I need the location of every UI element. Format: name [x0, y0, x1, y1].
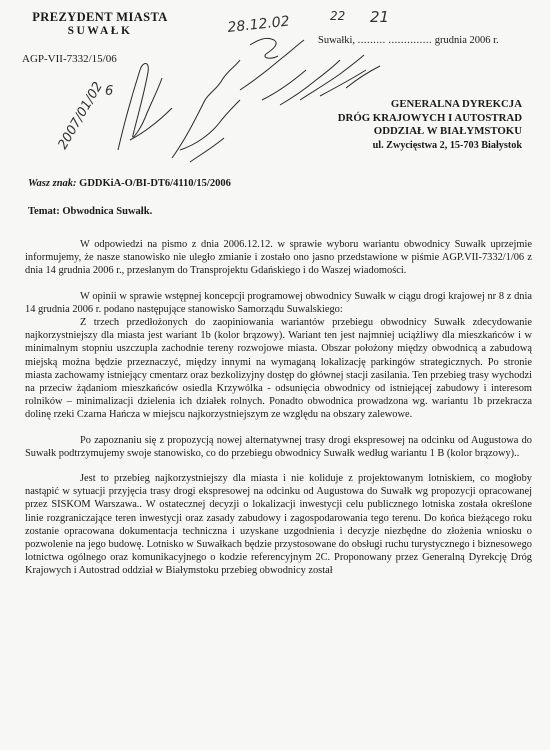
date-rest: grudnia 2006 r.	[434, 35, 499, 46]
handwritten-6: 6	[105, 84, 114, 99]
margin-date: 2007/01/02	[55, 79, 106, 152]
reference-number: AGP-VII-7332/15/06	[22, 53, 117, 65]
paragraph-3: Z trzech przedłożonych do zaopiniowania wariantów przebiegu obwodnicy Suwałk zdecydowanie najkorzystniejszy dla miasta jest wariant 1b (kolor brązowy). Wariant ten jest najmniej uciążliwy dla mieszkańców i w minimalnym stopniu uszczupla zachodnie tereny rozwojowe miasta. Obszar położony między obwodnicą a zabudową miejską można będzie przeznaczyć, między innymi na wymaganą lokalizację parkingów strategicznych. Po stronie miasta zachowamy istniejący cmentarz oraz bezkolizyjny dostęp do głównej stacji zasilania. Ten przebieg trasy wychodzi na przeciw żądaniom mieszkańców osiedla Krzywólka - odsunięcia obwodnicy od istniejącej zabudowy i interesom rolników – minimalizacji dzielenia ich działek rolnych. Ponadto obwodnica prowadzona wg. wariantu 1b przekracza dolinę rzeki Czarna Hańcza w miejscu najkorzystniejszym ze względu na obszary zalewowe.	[25, 317, 532, 421]
letter-body	[25, 238, 532, 590]
your-reference	[28, 178, 231, 189]
subject-line	[28, 206, 152, 217]
handwritten-day: 21	[370, 8, 390, 26]
subject-label: Temat:	[28, 206, 60, 217]
sender-header	[20, 10, 180, 37]
date-place: Suwałki,	[318, 35, 356, 46]
subject-value: Obwodnica Suwałk.	[62, 206, 153, 217]
your-ref-label: Wasz znak:	[28, 178, 77, 189]
recipient-block	[300, 98, 522, 152]
recipient-line1: GENERALNA DYREKCJA	[390, 98, 522, 110]
signature-scribble-1	[118, 64, 172, 151]
signature-scribble-2	[172, 60, 240, 162]
sender-office-line2: SUWAŁK	[67, 25, 133, 37]
sender-office-line1: PREZYDENT MIASTA	[32, 10, 168, 24]
handwritten-22: 22	[330, 9, 346, 23]
your-ref-value: GDDKiA-O/BI-DT6/4110/15/2006	[79, 178, 231, 189]
paragraph-4: Po zapoznaniu się z propozycją nowej alternatywnej trasy drogi ekspresowej na odcinku od Augustowa do Suwałk podtrzymujemy swoje stanowisko, co do przebiegu obwodnicy Suwałk według wariantu 1 B (kolor brązowy)..	[25, 434, 532, 459]
paragraph-1: W odpowiedzi na pismo z dnia 2006.12.12. w sprawie wyboru wariantu obwodnicy Suwałk uprzejmie informujemy, że nasze stanowisko nie uległo zmianie i zostało ono jasno przedstawione w piśmie AGP.VII-7332/1/06 z dnia 14 grudnia 2006 r., przesłanym do Transprojektu Gdańskiego i do Waszej wiadomości.	[25, 239, 532, 277]
paragraph-5: Jest to przebieg najkorzystniejszy dla miasta i nie koliduje z projektowanym lotniskiem, co mogłoby nastąpić w sytuacji przyjęcia trasy drogi ekspresowej na odcinku od Augustowa do Suwałk wg propozycji opracowanej przez SISKOM Warszawa.. W ostatecznej decyzji o lokalizacji inwestycji celu publicznego lotniska została określone linie rozgraniczające teren inwestycji oraz zasady zabudowy i zagospodarowania tego terenu. Do końca bieżącego roku zostanie opracowana dokumentacja techniczna i uzyskane uzgodnienia i decyzje niezbędne do złożenia wniosku o pozwolenie na jego budowę. Lotnisko w Suwałkach będzie przystosowane do obsługi ruchu turystycznego i biznesowego lotnictwa ogólnego oraz komunikacyjnego o kodzie referencyjnym 2C. Proponowany przez Generalną Dyrekcję Dróg Krajowych i Autostrad oddział w Białymstoku przebieg obwodnicy został	[25, 473, 532, 577]
recipient-line2: DRÓG KRAJOWYCH I AUTOSTRAD	[337, 111, 522, 124]
signature-scribble-3	[240, 38, 306, 100]
paragraph-2: W opinii w sprawie wstępnej koncepcji programowej obwodnicy Suwałk w ciągu drogi krajowej nr 8 z dnia 14 grudnia 2006 r. podano następujące stanowisko Samorządu Suwalskiego:	[25, 290, 532, 315]
stamp-date: 28.12.02	[226, 13, 291, 36]
recipient-line3: ODDZIAŁ W BIAŁYMSTOKU	[373, 125, 522, 137]
recipient-address: ul. Zwycięstwa 2, 15-703 Białystok	[372, 139, 522, 151]
date-line: Suwałki, ......... .............. grudnia 2006 r.	[318, 35, 499, 46]
